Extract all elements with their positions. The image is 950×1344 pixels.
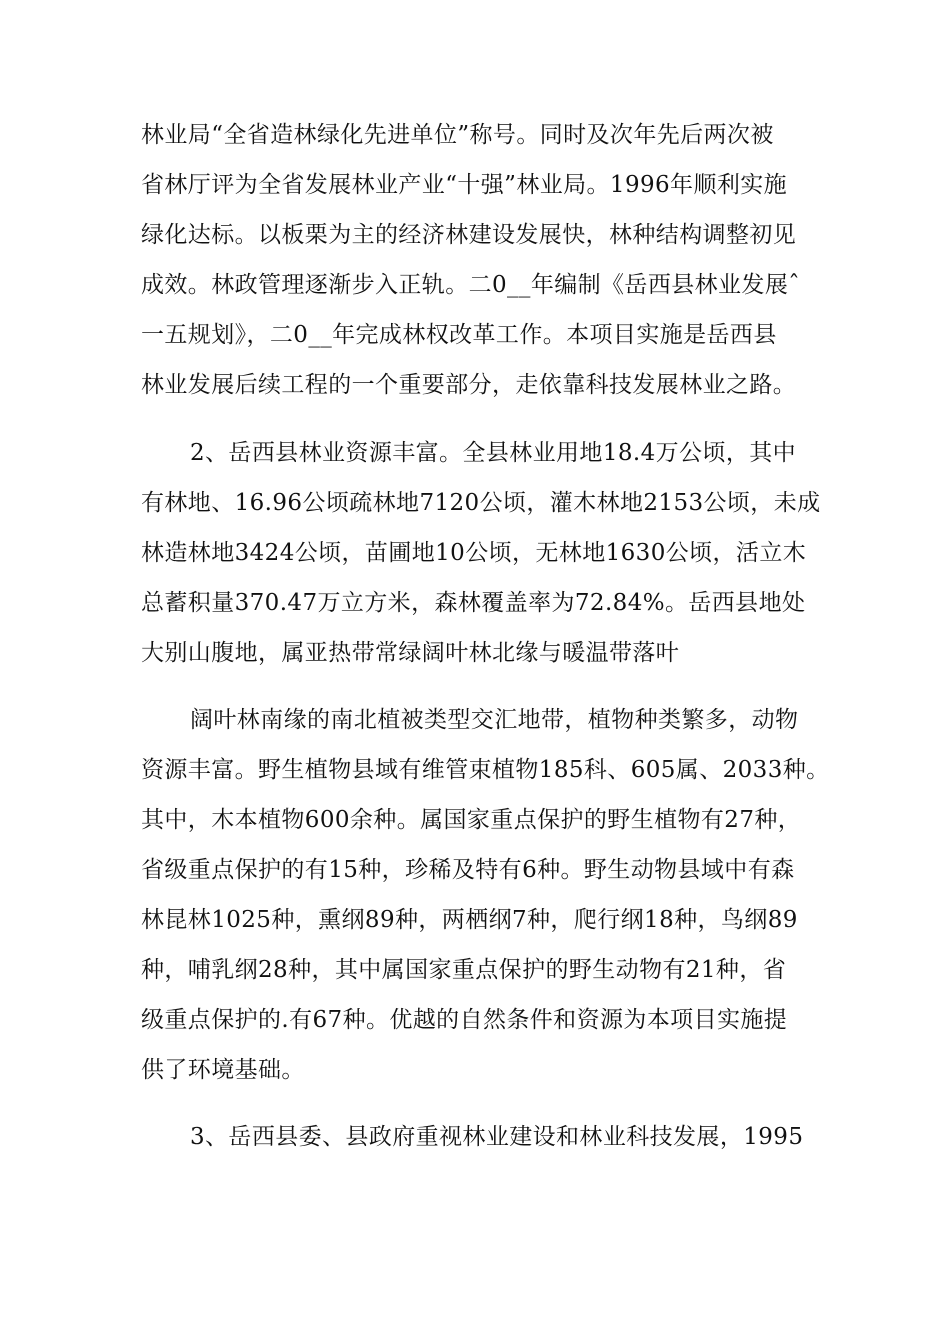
paragraph-4-line-1: 3、岳西县委、县政府重视林业建设和林业科技发展，1995 [190, 1124, 804, 1150]
paragraph-2-line-4: 总蓄积量370.47万立方米，森林覆盖率为72.84%。岳西县地处 [141, 590, 806, 616]
paragraph-3-line-5: 林昆林1025种，熏纲89种，两栖纲7种，爬行纲18种，鸟纲89 [141, 907, 798, 933]
paragraph-3-line-1: 阔叶林南缘的南北植被类型交汇地带，植物种类繁多，动物 [190, 707, 799, 733]
paragraph-1-line-5: 一五规划》，二0__年完成林权改革工作。本项目实施是岳西县 [141, 322, 777, 348]
paragraph-1-line-6: 林业发展后续工程的一个重要部分，走依靠科技发展林业之路。 [141, 372, 797, 398]
paragraph-2-line-3: 林造林地3424公顷，苗圃地10公顷，无林地1630公顷，活立木 [141, 540, 807, 566]
paragraph-3-line-8: 供了环境基础。 [141, 1057, 305, 1083]
paragraph-2-line-1: 2、岳西县林业资源丰富。全县林业用地18.4万公顷，其中 [190, 440, 797, 466]
paragraph-2-line-2: 有林地、16.96公顷疏林地7120公顷，灌木林地2153公顷，未成 [141, 490, 821, 516]
paragraph-1-line-3: 绿化达标。以板栗为主的经济林建设发展快，林种结构调整初见 [141, 222, 797, 248]
paragraph-3-line-7: 级重点保护的.有67种。优越的自然条件和资源为本项目实施提 [141, 1007, 788, 1033]
paragraph-3-line-2: 资源丰富。野生植物县域有维管束植物185科、605属、2033种。 [141, 757, 830, 783]
paragraph-1-line-2: 省林厅评为全省发展林业产业“十强”林业局。1996年顺利实施 [141, 172, 788, 198]
paragraph-1-line-4: 成效。林政管理逐渐步入正轨。二0__年编制《岳西县林业发展ˆ [141, 272, 801, 298]
paragraph-2-line-5: 大别山腹地，属亚热带常绿阔叶林北缘与暖温带落叶 [141, 640, 680, 666]
paragraph-3-line-3: 其中，木本植物600余种。属国家重点保护的野生植物有27种， [141, 807, 802, 833]
paragraph-1-line-1: 林业局“全省造林绿化先进单位”称号。同时及次年先后两次被 [141, 122, 774, 148]
paragraph-3-line-6: 种，哺乳纲28种，其中属国家重点保护的野生动物有21种，省 [141, 957, 787, 983]
paragraph-3-line-4: 省级重点保护的有15种，珍稀及特有6种。野生动物县域中有森 [141, 857, 795, 883]
